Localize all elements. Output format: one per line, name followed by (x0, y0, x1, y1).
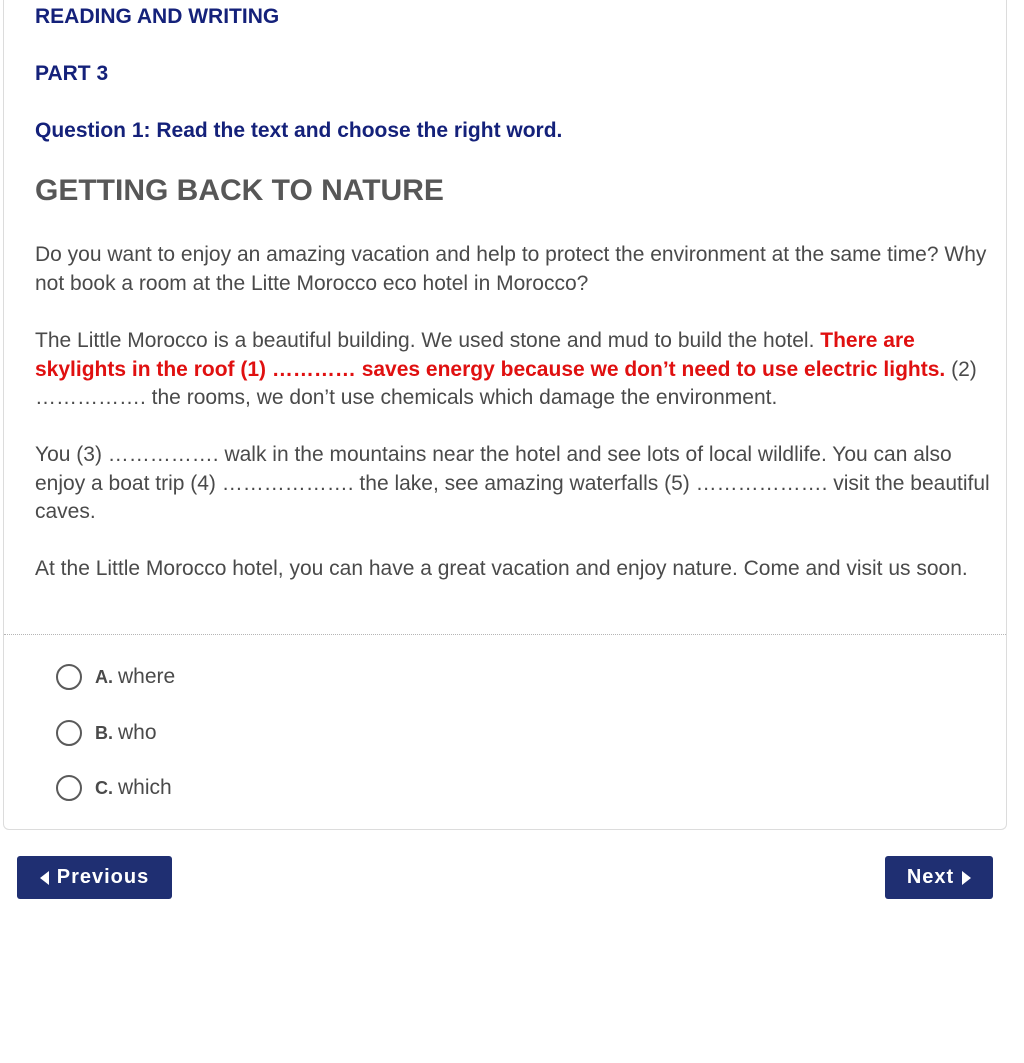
radio-button-a[interactable] (56, 664, 82, 690)
passage-paragraph-2 (35, 327, 995, 413)
part-heading: PART 3 (35, 62, 109, 85)
next-label: Next (906, 866, 955, 888)
option-text: who (118, 721, 157, 744)
previous-label: Previous (56, 866, 150, 888)
option-letter: C. (95, 777, 113, 798)
chevron-left-icon (40, 871, 49, 885)
highlighted-sentence: There are skylights in the roof (1) ………… saves energy because we don’t need to use electric lights. (35, 329, 946, 381)
radio-button-b[interactable] (56, 720, 82, 746)
passage-paragraph-3: You (3) ……………. walk in the mountains near the hotel and see lots of local wildlife. You can also enjoy a boat trip (4) ………………. the lake, see amazing waterfalls (5) ………………. visit the beautiful caves. (35, 443, 990, 524)
passage-paragraph-4: At the Little Morocco hotel, you can have a great vacation and enjoy nature. Come and visit us soon. (35, 557, 968, 580)
paragraph-2-text-start: The Little Morocco is a beautiful building. We used stone and mud to build the hotel. (35, 329, 821, 352)
chevron-right-icon (962, 871, 971, 885)
paragraph-2-text-end: (2) ……………. the rooms, we don’t use chemicals which damage the environment. (35, 357, 977, 410)
next-button[interactable] (885, 856, 993, 899)
option-b[interactable] (56, 718, 157, 748)
section-heading: READING AND WRITING (35, 5, 280, 28)
question-prompt: Question 1: Read the text and choose the right word. (35, 119, 563, 142)
option-a[interactable] (56, 662, 175, 692)
radio-button-c[interactable] (56, 775, 82, 801)
option-c[interactable] (56, 773, 172, 803)
option-letter: A. (95, 666, 113, 687)
passage-title: GETTING BACK TO NATURE (35, 174, 444, 207)
option-text: where (118, 665, 176, 688)
passage-paragraph-1: Do you want to enjoy an amazing vacation and help to protect the environment at the same time? Why not book a room at the Litte Morocco eco hotel in Morocco? (35, 243, 987, 295)
divider (4, 634, 1006, 635)
previous-button[interactable] (17, 856, 172, 899)
option-letter: B. (95, 722, 113, 743)
option-text: which (118, 776, 172, 799)
